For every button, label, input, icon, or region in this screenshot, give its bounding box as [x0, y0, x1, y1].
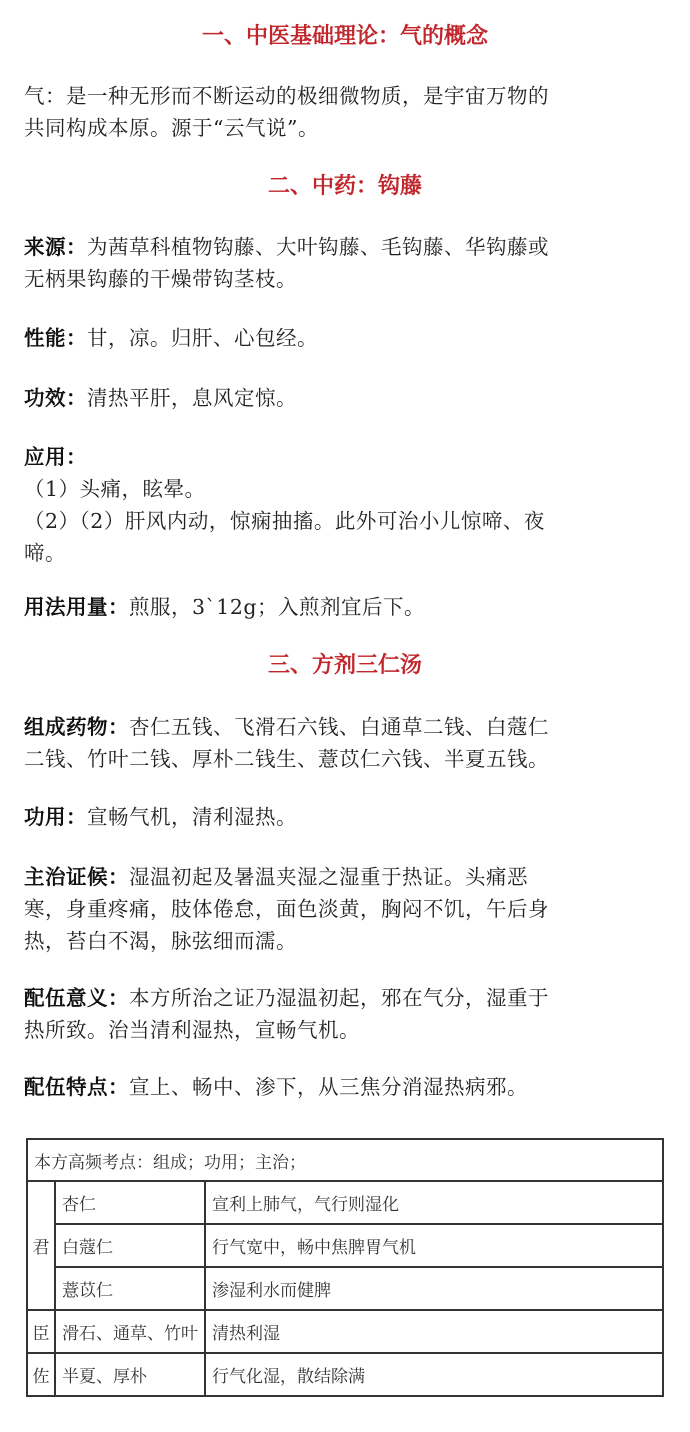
meaning-text: 热所致。治当清利湿热，宣畅气机。: [24, 1018, 360, 1042]
summary-table: [26, 1138, 664, 1397]
efficacy-label: 功效：: [24, 386, 87, 410]
function-label: 功用：: [24, 805, 87, 829]
dosage-text: 煎服，3`12g；入煎剂宜后下。: [129, 595, 426, 619]
meaning-label: 配伍意义：: [24, 986, 129, 1010]
role-cell: 佐: [27, 1353, 55, 1396]
table-row: [27, 1310, 663, 1353]
text-line: 共同构成本原。源于“云气说”。: [24, 116, 319, 140]
function-paragraph: [24, 801, 668, 833]
property-paragraph: [24, 322, 668, 354]
composition-text: 杏仁五钱、飞滑石六钱、白通草二钱、白蔻仁: [129, 715, 549, 739]
effect-cell: 渗湿利水而健脾: [205, 1267, 663, 1310]
source-paragraph: [24, 231, 668, 295]
section3-heading: 三、方剂三仁汤: [267, 653, 422, 678]
indication-text: 湿温初起及暑温夹湿之湿重于热证。头痛恶: [129, 865, 528, 889]
meaning-paragraph: [24, 982, 668, 1046]
effect-cell: 宣利上肺气，气行则湿化: [205, 1181, 663, 1224]
herb-cell: 白蔻仁: [55, 1224, 205, 1267]
usage-paragraph: [24, 441, 668, 569]
indication-text: 寒，身重疼痛，肢体倦怠，面色淡黄，胸闷不饥，午后身: [24, 897, 549, 921]
role-cell: 臣: [27, 1310, 55, 1353]
efficacy-text: 清热平肝，息风定惊。: [87, 386, 297, 410]
herb-cell: 滑石、通草、竹叶: [55, 1310, 205, 1353]
effect-cell: 行气化湿，散结除满: [205, 1353, 663, 1396]
function-text: 宣畅气机，清利湿热。: [87, 805, 297, 829]
indication-text: 热，苔白不渴，脉弦细而濡。: [24, 929, 297, 953]
feature-text: 宣上、畅中、渗下，从三焦分消湿热病邪。: [129, 1075, 528, 1099]
section2-heading: 二、中药：钩藤: [267, 174, 422, 199]
composition-label: 组成药物：: [24, 715, 129, 739]
herb-cell: 杏仁: [55, 1181, 205, 1224]
usage-item: 啼。: [24, 541, 66, 565]
table-header-row: [27, 1139, 663, 1181]
indication-paragraph: [24, 861, 668, 957]
role-cell: 君: [27, 1181, 55, 1310]
dosage-paragraph: [24, 591, 668, 623]
qi-definition: [24, 80, 668, 144]
table-row: [27, 1267, 663, 1310]
source-text: 无柄果钩藤的干燥带钩茎枝。: [24, 267, 297, 291]
table-header: 本方高频考点：组成；功用；主治；: [27, 1139, 663, 1181]
source-text: 为茜草科植物钩藤、大叶钩藤、毛钩藤、华钩藤或: [87, 235, 549, 259]
source-label: 来源：: [24, 235, 87, 259]
property-label: 性能：: [24, 326, 87, 350]
herb-cell: 半夏、厚朴: [55, 1353, 205, 1396]
herb-cell: 薏苡仁: [55, 1267, 205, 1310]
effect-cell: 行气宽中，畅中焦脾胃气机: [205, 1224, 663, 1267]
table-row: [27, 1224, 663, 1267]
usage-item: （1）头痛，眩晕。: [24, 477, 206, 501]
effect-cell: 清热利湿: [205, 1310, 663, 1353]
feature-paragraph: [24, 1071, 668, 1103]
table-row: [27, 1181, 663, 1224]
composition-text: 二钱、竹叶二钱、厚朴二钱生、薏苡仁六钱、半夏五钱。: [24, 747, 549, 771]
property-text: 甘，凉。归肝、心包经。: [87, 326, 318, 350]
usage-item: （2）（2）肝风内动，惊痫抽搐。此外可治小儿惊啼、夜: [24, 509, 545, 533]
meaning-text: 本方所治之证乃湿温初起，邪在气分，湿重于: [129, 986, 549, 1010]
text-line: 气：是一种无形而不断运动的极细微物质，是宇宙万物的: [24, 84, 549, 108]
composition-paragraph: [24, 711, 668, 775]
efficacy-paragraph: [24, 382, 668, 414]
feature-label: 配伍特点：: [24, 1075, 129, 1099]
usage-label: 应用：: [24, 445, 87, 469]
section1-heading: 一、中医基础理论：气的概念: [201, 24, 488, 49]
dosage-label: 用法用量：: [24, 595, 129, 619]
table-row: [27, 1353, 663, 1396]
indication-label: 主治证候：: [24, 865, 129, 889]
